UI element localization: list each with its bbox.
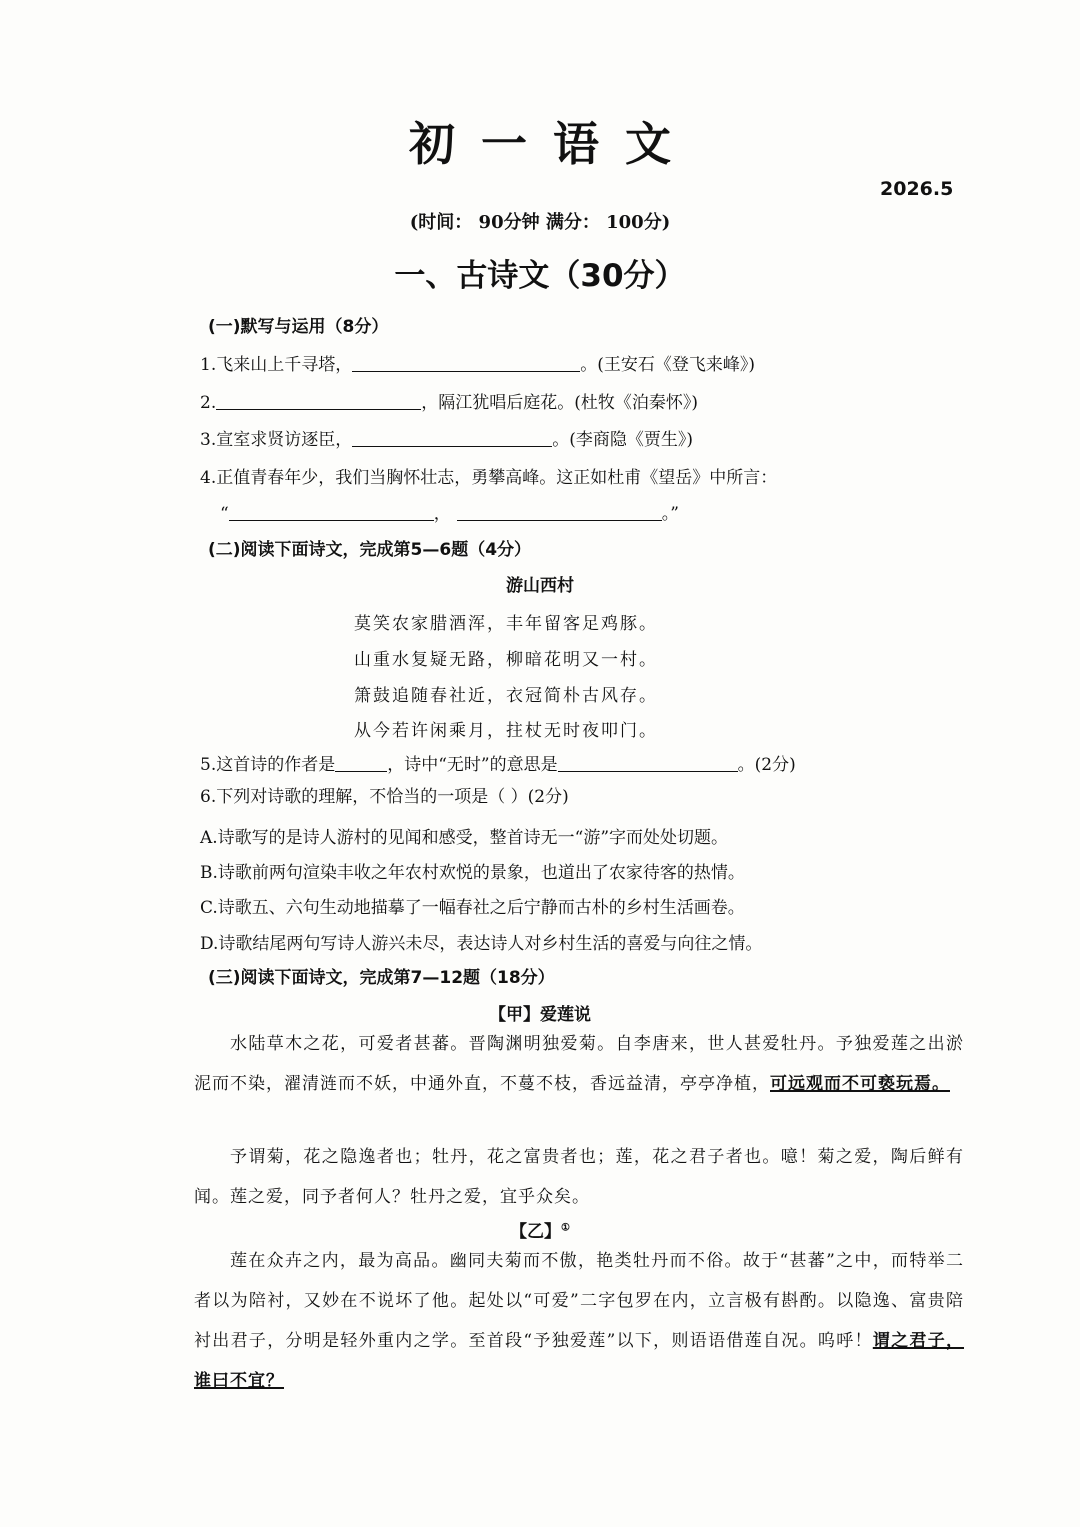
poem-title: 游山西村: [506, 576, 574, 596]
emphasized-sentence: 可远观而不可亵玩焉。: [770, 1074, 950, 1094]
page-title: 初一语文: [409, 117, 697, 171]
question-2-number: 2.: [200, 393, 217, 413]
question-5-text-2: ，诗中“无时”的意思是: [387, 755, 558, 775]
choice-b: B.诗歌前两句渲染丰收之年农村欢悦的景象，也道出了农家待客的热情。: [200, 863, 745, 883]
answer-blank[interactable]: [558, 755, 738, 772]
emphasized-sentence: 谓之君子，谁曰不宜？: [194, 1331, 964, 1391]
text-jia-paragraph-2: 予谓菊，花之隐逸者也；牡丹，花之富贵者也；莲，花之君子者也。噫！菊之爱，陶后鲜有闻。莲之爱，同予者何人？牡丹之爱，宜乎众矣。: [194, 1147, 964, 1207]
question-1-source: 。(王安石《登飞来峰》): [580, 355, 755, 375]
question-5-text: 5.这首诗的作者是: [200, 755, 336, 775]
question-4-answer-line: [220, 499, 679, 524]
question-3: [200, 425, 693, 450]
question-2-text: ，隔江犹唱后庭花。(杜牧《泊秦怀》): [421, 393, 698, 413]
question-5-score: 。(2分): [737, 755, 796, 775]
comma: ，: [433, 504, 451, 524]
poem-line: 箫鼓追随春社近，衣冠简朴古风存。: [354, 686, 658, 706]
answer-blank[interactable]: [352, 355, 580, 372]
exam-meta: (时间： 90分钟 满分： 100分): [409, 212, 671, 233]
poem-line: 从今若许闲乘月，拄杖无时夜叩门。: [354, 721, 658, 741]
exam-date: 2026.5: [880, 178, 954, 200]
answer-blank[interactable]: [352, 430, 552, 447]
text-jia-paragraph-1-body: 水陆草木之花，可爱者甚蕃。晋陶渊明独爱菊。自李唐来，世人甚爱牡丹。予独爱莲之出淤泥而不染，濯清涟而不妖，中通外直，不蔓不枝，香远益清，亭亭净植，: [194, 1034, 964, 1094]
text-yi-title: [0, 1217, 1080, 1242]
choice-c: C.诗歌五、六句生动地描摹了一幅春社之后宁静而古朴的乡村生活画卷。: [200, 898, 745, 918]
open-quote: “: [220, 504, 229, 524]
question-4: [200, 463, 777, 488]
question-4-text: 4.正值青春年少，我们当胸怀壮志，勇攀高峰。这正如杜甫《望岳》中所言：: [200, 468, 778, 488]
part2-heading: (二)阅读下面诗文，完成第5—6题（4分）: [208, 540, 532, 560]
text-yi-title-label: 【乙】: [510, 1222, 562, 1242]
question-3-text: 3.宣室求贤访逐臣，: [200, 430, 353, 450]
question-2: [200, 388, 698, 413]
choice-a: A.诗歌写的是诗人游村的见闻和感受，整首诗无一“游”字而处处切题。: [200, 828, 729, 848]
answer-blank[interactable]: [335, 755, 387, 772]
question-1: [200, 350, 755, 375]
section-title: 一、古诗文（30分）: [394, 258, 686, 294]
answer-blank[interactable]: [216, 393, 421, 410]
answer-blank[interactable]: [457, 504, 662, 521]
poem-line: 莫笑农家腊酒浑，丰年留客足鸡豚。: [354, 614, 658, 634]
text-jia-paragraph-1: [194, 1024, 964, 1104]
part1-heading: (一)默写与运用（8分）: [208, 317, 389, 337]
text-yi-paragraph: [194, 1241, 964, 1401]
question-5: [200, 750, 796, 775]
footnote-marker: ①: [561, 1222, 570, 1234]
choice-d: D.诗歌结尾两句写诗人游兴未尽，表达诗人对乡村生活的喜爱与向往之情。: [200, 934, 763, 954]
poem-line: 山重水复疑无路，柳暗花明又一村。: [354, 650, 658, 670]
answer-blank[interactable]: [229, 504, 434, 521]
question-6: 6.下列对诗歌的理解，不恰当的一项是（ ）(2分): [200, 787, 569, 807]
text-jia-title: 【甲】爱莲说: [489, 1005, 591, 1025]
text-yi-paragraph-body: 莲在众卉之内，最为高品。幽同夫菊而不傲，艳类牡丹而不俗。故于“甚蕃”之中，而特举二者以为陪衬，又妙在不说坏了他。起处以“可爱”二字包罗在内，立言极有斟酌。以隐逸、富贵陪衬出君子，分明是轻外重内之学。至首段“予独爱莲”以下，则语语借莲自况。呜呼！: [194, 1251, 964, 1351]
question-1-text: 1.飞来山上千寻塔，: [200, 355, 353, 375]
close-quote: 。”: [661, 504, 679, 524]
part3-heading: (三)阅读下面诗文，完成第7—12题（18分）: [208, 968, 555, 988]
question-3-source: 。(李商隐《贾生》): [552, 430, 693, 450]
